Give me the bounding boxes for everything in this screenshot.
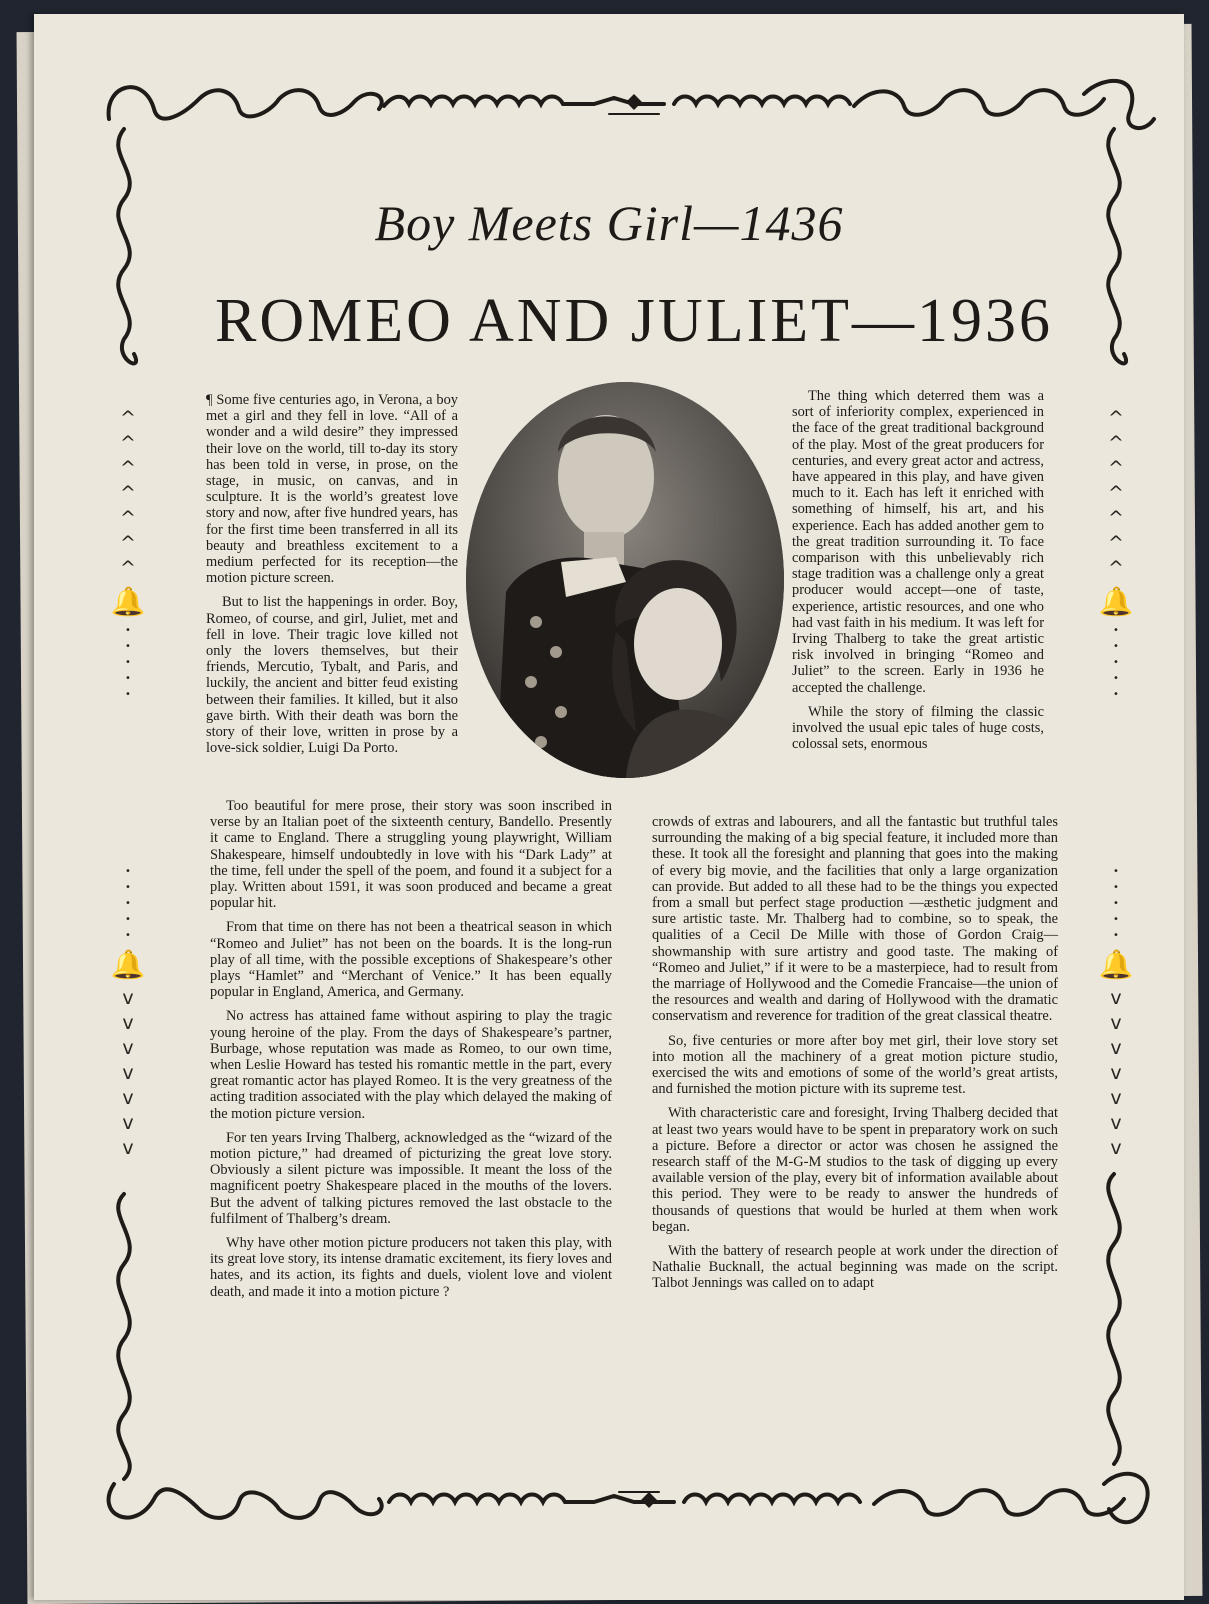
- article-paragraph: But to list the happenings in order. Boy, Romeo, of course, and girl, Juliet, met and fell in love. Their tragic love killed not only the lovers themselves, but their friends, Mercutio, Tybalt, and Paris, and luckily, the ancient and bitter feud existing between their families. It killed, but it also gave birth. With their death was born the story of their love, written in prose by a love-sick soldier, Luigi Da Porto.: [206, 594, 458, 757]
- article-paragraph: With the battery of research people at work under the direction of Nathalie Bucknall, the actual beginning was made on the script. Talbot Jennings was called on to adapt: [652, 1243, 1058, 1292]
- headline-title: ROMEO AND JULIET—1936: [215, 287, 1053, 355]
- article-paragraph: While the story of filming the classic involved the usual epic tales of huge costs, colossal sets, enormous: [792, 703, 1044, 753]
- chevron-down-icon: v: [1110, 1037, 1122, 1059]
- chevron-down-icon: v: [122, 1062, 134, 1084]
- chevron-down-icon: v: [1110, 1087, 1122, 1109]
- dot-icon: •: [125, 882, 131, 893]
- dot-icon: •: [125, 898, 131, 909]
- left-upper-marks: [108, 406, 148, 703]
- chevron-down-icon: v: [122, 1012, 134, 1034]
- article-paragraph: Why have other motion picture producers not taken this play, with its great love story, its intense dramatic excitement, its fiery loves and hates, and its action, its fights and duels, violent love and violent death, and made it into a motion picture ?: [210, 1235, 612, 1300]
- article-paragraph: With characteristic care and foresight, Irving Thalberg decided that at least two years would have to be spent in preparatory work on such a picture. Before a director or actor was chosen he assigned the research staff of the M-G-M studios to the task of digging up every available version of the play, every bit of information available about this period. They were to be ready to answer the hundreds of thousands of questions that would be hurled at them when work began.: [652, 1105, 1058, 1235]
- dot-icon: •: [1113, 657, 1119, 668]
- dot-icon: •: [1113, 866, 1119, 877]
- bell-icon: 🔔: [1098, 585, 1134, 618]
- chevron-up-icon: ^: [120, 407, 136, 429]
- right-lower-marks: [1096, 864, 1136, 1161]
- dot-icon: •: [125, 930, 131, 941]
- dot-icon: •: [125, 689, 131, 700]
- chevron-down-icon: v: [122, 1087, 134, 1109]
- dot-icon: •: [125, 914, 131, 925]
- chevron-up-icon: ^: [1108, 432, 1124, 454]
- chevron-down-icon: v: [122, 987, 134, 1009]
- chevron-down-icon: v: [1110, 1112, 1122, 1134]
- chevron-up-icon: ^: [120, 507, 136, 529]
- right-upper-marks: [1096, 406, 1136, 703]
- article-paragraph: From that time on there has not been a theatrical season in which “Romeo and Juliet” has not been on the boards. It is the long-run play of all time, with the possible exceptions of Shakespeare’s other plays “Hamlet” and “Merchant of Venice.” It has been equally popular in England, America, and Germany.: [210, 919, 612, 1001]
- chevron-up-icon: ^: [120, 432, 136, 454]
- chevron-up-icon: ^: [1108, 532, 1124, 554]
- chevron-up-icon: ^: [1108, 557, 1124, 579]
- left-lower-marks: [108, 864, 148, 1161]
- headline-kicker: Boy Meets Girl—1436: [374, 195, 844, 251]
- dot-icon: •: [1113, 625, 1119, 636]
- article-paragraph: Too beautiful for mere prose, their story was soon inscribed in verse by an Italian poet of the sixteenth century, Bandello. Presently it came to England. There a struggling young playwright, William Shakespeare, himself undoubtedly in love with his “Dark Lady” at the time, fell under the spell of the poem, and found it a subject for a play. Written about 1591, it was soon produced and became a great popular hit.: [210, 798, 612, 912]
- chevron-down-icon: v: [1110, 987, 1122, 1009]
- chevron-up-icon: ^: [120, 457, 136, 479]
- article-column-right-top: [792, 388, 1044, 760]
- romeo-juliet-portrait: [466, 382, 784, 778]
- article-paragraph: crowds of extras and labourers, and all the fantastic but truthful tales surrounding the making of a big special feature, it included more than these. It took all the foresight and planning that goes into the making of every big movie, and the facilities that only a large organization can provide. But added to all these had to be the things you expected from a small but perfect stage production —æsthetic judgment and sure artistic taste. Mr. Thalberg had to combine, so to speak, the qualities of a Cecil De Mille with those of Gordon Craig—showmanship with sure artistry and good taste. The making of “Romeo and Juliet,” if it were to be a masterpiece, had to result from the marriage of Hollywood and the Comedie Francaise—the union of the resources and wealth and daring of Hollywood with the dramatic conservatism and reverence for tradition of the great classical theatre.: [652, 814, 1058, 1025]
- chevron-up-icon: ^: [1108, 507, 1124, 529]
- bell-icon: 🔔: [110, 585, 146, 618]
- article-paragraph: The thing which deterred them was a sort of inferiority complex, experienced in the face of the great traditional background of the play. Most of the great producers for centuries, and every great actor and actress, have appeared in this play, and have given much to it. Each has left it enriched with something of himself, his art, and his experience. Each has added another gem to the great tradition surrounding it. To face comparison with this unbelievably rich stage tradition was a challenge only a great producer would accept—one of taste, experience, artistic resources, and one who had vast faith in his medium. It was left for Irving Thalberg to take the great artistic risk involved in bringing “Romeo and Juliet” to the screen. Early in 1936 he accepted the challenge.: [792, 388, 1044, 696]
- chevron-up-icon: ^: [120, 557, 136, 579]
- dot-icon: •: [125, 866, 131, 877]
- article-paragraph: So, five centuries or more after boy met girl, their love story set into motion all the machinery of a great motion picture studio, exercised the wits and emotions of some of the world’s great artists, and furnished the motion picture with its supreme test.: [652, 1032, 1058, 1098]
- article-paragraph: ¶ Some five centuries ago, in Verona, a boy met a girl and they fell in love. “All of a wonder and a wild desire” they impressed their love on the world, till to-day its story has been told in verse, in prose, on the stage, in music, on canvas, and in sculpture. It is the world’s greatest love story and now, after five hundred years, has for the first time been transferred in all its beauty and breathless excitement to a medium perfected for its reception—the motion picture screen.: [206, 392, 458, 587]
- bell-icon: 🔔: [1098, 948, 1134, 981]
- dot-icon: •: [125, 673, 131, 684]
- chevron-down-icon: v: [122, 1112, 134, 1134]
- chevron-down-icon: v: [1110, 1137, 1122, 1159]
- dot-icon: •: [1113, 689, 1119, 700]
- chevron-up-icon: ^: [1108, 407, 1124, 429]
- chevron-up-icon: ^: [1108, 482, 1124, 504]
- chevron-up-icon: ^: [120, 532, 136, 554]
- article-column-left-bottom: [210, 798, 612, 1308]
- chevron-down-icon: v: [122, 1037, 134, 1059]
- chevron-up-icon: ^: [1108, 457, 1124, 479]
- dot-icon: •: [1113, 914, 1119, 925]
- magazine-page: [34, 14, 1184, 1600]
- dot-icon: •: [1113, 898, 1119, 909]
- chevron-down-icon: v: [1110, 1012, 1122, 1034]
- chevron-down-icon: v: [122, 1137, 134, 1159]
- dot-icon: •: [125, 657, 131, 668]
- article-column-left-top: [206, 392, 458, 764]
- dot-icon: •: [1113, 930, 1119, 941]
- dot-icon: •: [125, 641, 131, 652]
- dot-icon: •: [1113, 882, 1119, 893]
- dot-icon: •: [125, 625, 131, 636]
- dot-icon: •: [1113, 673, 1119, 684]
- dot-icon: •: [1113, 641, 1119, 652]
- bell-icon: 🔔: [110, 948, 146, 981]
- article-paragraph: For ten years Irving Thalberg, acknowledged as the “wizard of the motion picture,” had dreamed of picturizing the great love story. Obviously a silent picture was impossible. It meant the loss of the magnificent poetry Shakespeare placed in the mouths of the lovers. But the advent of talking pictures removed the last obstacle to the fulfilment of Thalberg’s dream.: [210, 1129, 612, 1227]
- chevron-up-icon: ^: [120, 482, 136, 504]
- article-column-right-bottom: [652, 814, 1058, 1300]
- article-paragraph: No actress has attained fame without aspiring to play the tragic young heroine of the play. From the days of Shakespeare’s partner, Burbage, whose reputation was made as Romeo, to our own time, when Leslie Howard has tested his romantic mettle in the part, every great romantic actor has played Romeo. It is the very greatness of the acting tradition associated with the play which delayed the making of the motion picture version.: [210, 1008, 612, 1122]
- chevron-down-icon: v: [1110, 1062, 1122, 1084]
